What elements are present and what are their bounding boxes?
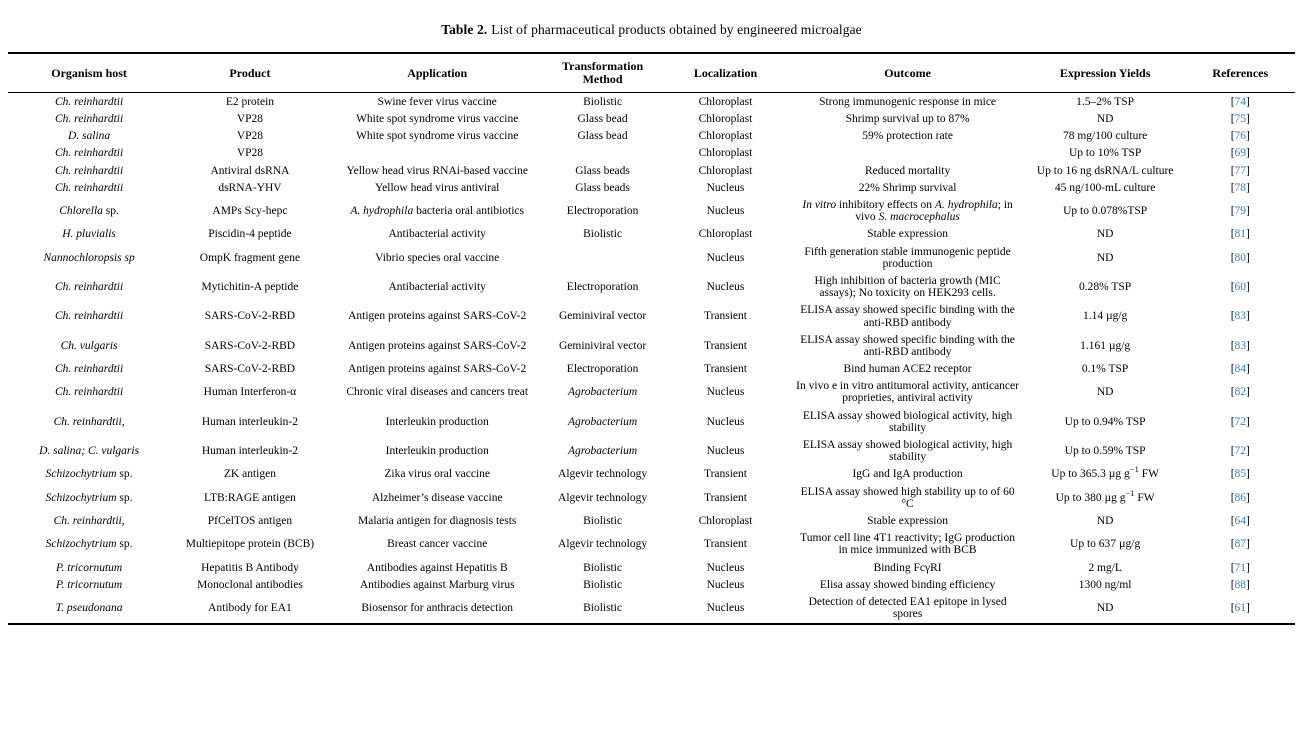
table-cell: Antibodies against Hepatitis B bbox=[366, 561, 508, 574]
table-cell: 22% Shrimp survival bbox=[858, 181, 957, 194]
table-cell: Up to 0.94% TSP bbox=[1064, 415, 1146, 428]
table-cell: Nucleus bbox=[706, 251, 745, 264]
reference-link[interactable]: 85 bbox=[1234, 468, 1247, 481]
table-cell: Ch. reinhardtii bbox=[55, 281, 124, 294]
table-cell: VP28 bbox=[236, 130, 264, 143]
table-cell: 0.1% TSP bbox=[1081, 363, 1129, 376]
table-cell: ND bbox=[1096, 251, 1114, 264]
reference-link[interactable]: 88 bbox=[1234, 578, 1247, 591]
table-cell: D. salina; C. vulgaris bbox=[39, 445, 140, 458]
table-cell: Bind human ACE2 receptor bbox=[843, 363, 972, 376]
table-cell: Fifth generation stable immunogenic peptide production bbox=[804, 245, 1011, 270]
table-cell: VP28 bbox=[236, 113, 264, 126]
table-cell: Chloroplast bbox=[698, 514, 753, 527]
table-cell: Glass beads bbox=[575, 181, 630, 194]
table-cell: Biolistic bbox=[583, 95, 623, 108]
table-cell: ND bbox=[1096, 113, 1114, 126]
reference-link[interactable]: 78 bbox=[1234, 181, 1247, 194]
table-cell: Strong immunogenic response in mice bbox=[819, 95, 997, 108]
reference-cell: [76] bbox=[1230, 130, 1250, 143]
table-cell: Nucleus bbox=[706, 445, 745, 458]
reference-link[interactable]: 84 bbox=[1234, 363, 1247, 376]
table-cell: Nucleus bbox=[706, 601, 745, 614]
table-row bbox=[8, 128, 1295, 145]
table-cell: 2 mg/L bbox=[1088, 561, 1122, 574]
column-header: References bbox=[1186, 53, 1295, 93]
table-cell: Detection of detected EA1 epitope in lysed spores bbox=[808, 595, 1007, 621]
table-cell: Ch. reinhardtii bbox=[55, 95, 124, 108]
table-cell: Chronic viral diseases and cancers treat bbox=[346, 386, 529, 399]
table-cell: A. hydrophila bacteria oral antibiotics bbox=[350, 205, 525, 218]
table-cell: Biolistic bbox=[583, 578, 623, 591]
table-cell: Chloroplast bbox=[698, 164, 753, 177]
table-cell: In vitro inhibitory effects on A. hydrophila; in vivo S. macrocephalus bbox=[802, 199, 1013, 224]
table-cell: P. tricornutum bbox=[55, 578, 123, 591]
table-cell: Up to 637 µg/g bbox=[1070, 538, 1141, 551]
table-cell: Glass beads bbox=[575, 164, 630, 177]
reference-link[interactable]: 71 bbox=[1234, 561, 1247, 574]
table-cell: 1.161 µg/g bbox=[1080, 339, 1131, 352]
table-cell bbox=[545, 243, 661, 272]
reference-cell: [87] bbox=[1230, 538, 1250, 551]
table-cell: Ch. vulgaris bbox=[60, 339, 118, 352]
table-cell: Glass bead bbox=[577, 130, 628, 143]
table-cell: ELISA assay showed specific binding with the anti-RBD antibody bbox=[800, 304, 1015, 329]
reference-cell: [72] bbox=[1230, 445, 1250, 458]
table-cell: SARS-CoV-2-RBD bbox=[204, 310, 296, 323]
table-row bbox=[8, 576, 1295, 593]
table-row bbox=[8, 145, 1295, 162]
table-cell: Schizochytrium sp. bbox=[45, 468, 133, 481]
table-cell: Mytichitin-A peptide bbox=[201, 281, 299, 294]
table-cell: T. pseudonana bbox=[55, 601, 123, 614]
reference-link[interactable]: 80 bbox=[1234, 251, 1247, 264]
table-row bbox=[8, 361, 1295, 378]
table-cell: ELISA assay showed specific binding with the anti-RBD antibody bbox=[800, 333, 1015, 358]
table-cell: Chloroplast bbox=[698, 130, 753, 143]
table-row bbox=[8, 512, 1295, 529]
table-cell: Biolistic bbox=[583, 601, 623, 614]
table-cell: 0.28% TSP bbox=[1079, 281, 1132, 294]
table-cell: Human Interferon-α bbox=[203, 386, 297, 399]
reference-link[interactable]: 61 bbox=[1234, 601, 1247, 614]
table-cell: Interleukin production bbox=[385, 445, 489, 458]
table-row bbox=[8, 243, 1295, 272]
table-cell: AMPs Scy-hepc bbox=[212, 205, 288, 218]
reference-link[interactable]: 60 bbox=[1234, 281, 1247, 294]
table-cell: Yellow head virus RNAi-based vaccine bbox=[346, 164, 528, 177]
table-cell: Antigen proteins against SARS-CoV-2 bbox=[348, 339, 527, 352]
table-cell bbox=[545, 145, 661, 162]
table-cell: Nucleus bbox=[706, 386, 745, 399]
table-cell: Ch. reinhardtii, bbox=[53, 514, 125, 527]
reference-cell: [69] bbox=[1230, 147, 1250, 160]
table-cell: Interleukin production bbox=[385, 415, 489, 428]
table-cell: Stable expression bbox=[867, 228, 948, 241]
table-cell: Geminiviral vector bbox=[558, 310, 647, 323]
table-cell: Ch. reinhardtii bbox=[55, 147, 124, 160]
table-cell: LTB:RAGE antigen bbox=[204, 491, 296, 504]
reference-cell: [86] bbox=[1230, 491, 1250, 504]
table-row bbox=[8, 272, 1295, 301]
reference-cell: [64] bbox=[1230, 514, 1250, 527]
table-cell: ELISA assay showed high stability up to of 60 °C bbox=[800, 485, 1015, 510]
table-cell: Antiviral dsRNA bbox=[210, 164, 290, 177]
table-cell: Antigen proteins against SARS-CoV-2 bbox=[348, 310, 527, 323]
table-cell: 1.5–2% TSP bbox=[1076, 95, 1135, 108]
table-cell: Human interleukin-2 bbox=[201, 445, 299, 458]
table-cell: Schizochytrium sp. bbox=[45, 491, 133, 504]
table-cell: VP28 bbox=[236, 147, 264, 160]
table-cell: Up to 0.078%TSP bbox=[1063, 205, 1148, 218]
table-cell: E2 protein bbox=[225, 95, 275, 108]
column-header: Expression Yields bbox=[1025, 53, 1186, 93]
column-header: Product bbox=[170, 53, 330, 93]
table-row bbox=[8, 93, 1295, 111]
table-cell: dsRNA-YHV bbox=[218, 181, 282, 194]
table-cell: ND bbox=[1096, 228, 1114, 241]
table-cell bbox=[790, 145, 1024, 162]
table-row bbox=[8, 111, 1295, 128]
table-row bbox=[8, 466, 1295, 483]
table-cell: Antigen proteins against SARS-CoV-2 bbox=[348, 363, 527, 376]
table-cell: ZK antigen bbox=[223, 468, 276, 481]
reference-cell: [85] bbox=[1230, 468, 1250, 481]
table-cell: Nucleus bbox=[706, 578, 745, 591]
reference-cell: [78] bbox=[1230, 181, 1250, 194]
reference-link[interactable]: 72 bbox=[1234, 415, 1247, 428]
table-cell: Tumor cell line 4T1 reactivity; IgG production in mice immunized with BCB bbox=[800, 532, 1015, 557]
table-cell bbox=[330, 145, 545, 162]
table-cell: Chloroplast bbox=[698, 147, 753, 160]
table-cell: Algevir technology bbox=[558, 491, 648, 504]
reference-link[interactable]: 81 bbox=[1234, 228, 1247, 241]
table-row bbox=[8, 483, 1295, 512]
table-cell: Elisa assay showed binding efficiency bbox=[819, 578, 996, 591]
reference-cell: [88] bbox=[1230, 578, 1250, 591]
table-cell: SARS-CoV-2-RBD bbox=[204, 339, 296, 352]
reference-cell: [80] bbox=[1230, 251, 1250, 264]
table-cell: Nucleus bbox=[706, 181, 745, 194]
table-cell: P. tricornutum bbox=[55, 561, 123, 574]
reference-cell: [79] bbox=[1230, 205, 1250, 218]
table-cell: Ch. reinhardtii bbox=[55, 310, 124, 323]
table-cell: ND bbox=[1096, 386, 1114, 399]
table-cell: High inhibition of bacteria growth (MIC assays); No toxicity on HEK293 cells. bbox=[814, 274, 1001, 300]
table-row bbox=[8, 437, 1295, 466]
table-cell: Biolistic bbox=[583, 561, 623, 574]
reference-link[interactable]: 82 bbox=[1234, 386, 1247, 399]
table-cell: Agrobacterium bbox=[567, 445, 638, 458]
table-cell: Swine fever virus vaccine bbox=[377, 95, 497, 108]
table-cell: Chloroplast bbox=[698, 228, 753, 241]
table-cell: Vibrio species oral vaccine bbox=[375, 251, 500, 264]
table-cell: Malaria antigen for diagnosis tests bbox=[357, 514, 517, 527]
table-cell: Schizochytrium sp. bbox=[45, 538, 133, 551]
table-cell: Yellow head virus antiviral bbox=[375, 181, 500, 194]
table-row bbox=[8, 331, 1295, 360]
table-cell: 1300 ng/ml bbox=[1078, 578, 1132, 591]
table-row bbox=[8, 302, 1295, 331]
table-cell: 78 mg/100 culture bbox=[1062, 130, 1148, 143]
table-cell: Up to 16 ng dsRNA/L culture bbox=[1036, 164, 1174, 177]
reference-link[interactable]: 83 bbox=[1234, 339, 1247, 352]
table-cell: Biolistic bbox=[583, 228, 623, 241]
table-cell: IgG and IgA production bbox=[852, 468, 963, 481]
table-cell: Antibacterial activity bbox=[388, 281, 486, 294]
table-row bbox=[8, 593, 1295, 623]
table-cell: Biosensor for anthracis detection bbox=[361, 601, 514, 614]
table-cell: Ch. reinhardtii, bbox=[53, 415, 125, 428]
table-cell: Transient bbox=[703, 363, 747, 376]
table-cell: Multiepitope protein (BCB) bbox=[185, 538, 315, 551]
reference-cell: [82] bbox=[1230, 386, 1250, 399]
table-cell: Alzheimer’s disease vaccine bbox=[371, 491, 503, 504]
table-cell: White spot syndrome virus vaccine bbox=[356, 130, 519, 143]
reference-cell: [81] bbox=[1230, 228, 1250, 241]
table-cell: Electroporation bbox=[566, 205, 639, 218]
table-cell: Nucleus bbox=[706, 415, 745, 428]
table-row bbox=[8, 197, 1295, 226]
table-cell: Chloroplast bbox=[698, 95, 753, 108]
table-cell: Antibody for EA1 bbox=[208, 601, 292, 614]
table-cell: Transient bbox=[703, 538, 747, 551]
table-cell: PfCelTOS antigen bbox=[207, 514, 293, 527]
table-cell: Chlorella sp. bbox=[59, 205, 119, 218]
table-cell: Ch. reinhardtii bbox=[55, 164, 124, 177]
reference-cell: [72] bbox=[1230, 415, 1250, 428]
table-cell: Stable expression bbox=[867, 514, 948, 527]
table-cell: In vivo e in vitro antitumoral activity, anticancer proprieties, antiviral activity bbox=[796, 380, 1019, 405]
table-cell: Chloroplast bbox=[698, 113, 753, 126]
table-cell: Biolistic bbox=[583, 514, 623, 527]
table-cell: White spot syndrome virus vaccine bbox=[356, 113, 519, 126]
table-cell: ELISA assay showed biological activity, high stability bbox=[802, 409, 1013, 434]
reference-cell: [84] bbox=[1230, 363, 1250, 376]
table-cell: Antibacterial activity bbox=[388, 228, 486, 241]
reference-link[interactable]: 87 bbox=[1234, 538, 1247, 551]
table-cell: Zika virus oral vaccine bbox=[384, 468, 491, 481]
table-row bbox=[8, 530, 1295, 559]
table-cell: Ch. reinhardtii bbox=[55, 363, 124, 376]
table-cell: Ch. reinhardtii bbox=[55, 113, 124, 126]
table-cell: Transient bbox=[703, 310, 747, 323]
reference-link[interactable]: 79 bbox=[1234, 205, 1247, 218]
reference-cell: [60] bbox=[1230, 281, 1250, 294]
table-cell: Piscidin-4 peptide bbox=[208, 228, 292, 241]
table-cell: Nucleus bbox=[706, 561, 745, 574]
table-cell: Transient bbox=[703, 339, 747, 352]
table-cell: ELISA assay showed biological activity, high stability bbox=[802, 439, 1013, 464]
reference-cell: [61] bbox=[1230, 601, 1250, 614]
reference-link[interactable]: 76 bbox=[1234, 130, 1247, 143]
reference-link[interactable]: 86 bbox=[1234, 491, 1247, 504]
table-row bbox=[8, 226, 1295, 243]
table-cell: Up to 10% TSP bbox=[1068, 147, 1142, 160]
table-cell: OmpK fragment gene bbox=[199, 251, 301, 264]
table-cell: Monoclonal antibodies bbox=[197, 578, 303, 591]
reference-cell: [83] bbox=[1230, 339, 1250, 352]
reference-cell: [77] bbox=[1230, 164, 1250, 177]
table-cell: Nucleus bbox=[706, 205, 745, 218]
table-cell: D. salina bbox=[67, 130, 111, 143]
table-cell: 45 ng/100-mL culture bbox=[1054, 181, 1156, 194]
table-row bbox=[8, 162, 1295, 179]
reference-cell: [75] bbox=[1230, 113, 1250, 126]
table-cell: Nannochloropsis sp bbox=[43, 251, 135, 264]
column-header: Localization bbox=[660, 53, 790, 93]
table-caption-label: Table 2. bbox=[441, 22, 488, 37]
table-cell: Transient bbox=[703, 468, 747, 481]
reference-link[interactable]: 74 bbox=[1234, 95, 1247, 108]
table-cell: Ch. reinhardtii bbox=[55, 181, 124, 194]
table-cell: ND bbox=[1096, 514, 1114, 527]
reference-link[interactable]: 69 bbox=[1234, 147, 1247, 160]
pharma-products-table bbox=[8, 52, 1295, 625]
table-cell: Up to 380 µg $g^{-1}$ FW bbox=[1055, 487, 1155, 504]
table-cell: Breast cancer vaccine bbox=[387, 538, 488, 551]
table-cell: ND bbox=[1096, 601, 1114, 614]
table-cell: Reduced mortality bbox=[864, 164, 951, 177]
table-caption bbox=[0, 22, 1303, 38]
reference-cell: [83] bbox=[1230, 310, 1250, 323]
table-cell: Shrimp survival up to 87% bbox=[845, 113, 970, 126]
table-cell: Antibodies against Marburg virus bbox=[359, 578, 515, 591]
reference-link[interactable]: 77 bbox=[1234, 164, 1247, 177]
table-cell: Algevir technology bbox=[558, 468, 648, 481]
reference-link[interactable]: 75 bbox=[1234, 113, 1247, 126]
table-cell: Hepatitis B Antibody bbox=[201, 561, 299, 574]
table-cell: Agrobacterium bbox=[567, 415, 638, 428]
table-cell: Binding FcγRI bbox=[873, 561, 942, 574]
table-caption-text: List of pharmaceutical products obtained by engineered microalgae bbox=[491, 22, 862, 37]
table-cell: Electroporation bbox=[566, 281, 639, 294]
table-cell: Electroporation bbox=[566, 363, 639, 376]
reference-link[interactable]: 64 bbox=[1234, 514, 1247, 527]
table-row bbox=[8, 179, 1295, 196]
reference-cell: [71] bbox=[1230, 561, 1250, 574]
column-header: Outcome bbox=[790, 53, 1024, 93]
table-cell: 1.14 µg/g bbox=[1082, 310, 1128, 323]
table-header-row bbox=[8, 53, 1295, 93]
reference-link[interactable]: 72 bbox=[1234, 445, 1247, 458]
column-header: Application bbox=[330, 53, 545, 93]
table-cell: Geminiviral vector bbox=[558, 339, 647, 352]
table-cell: Human interleukin-2 bbox=[201, 415, 299, 428]
table-cell: Nucleus bbox=[706, 281, 745, 294]
column-header: Organism host bbox=[8, 53, 170, 93]
table-row bbox=[8, 559, 1295, 576]
table-cell: Glass bead bbox=[577, 113, 628, 126]
table-cell: 59% protection rate bbox=[862, 130, 953, 143]
reference-cell: [74] bbox=[1230, 95, 1250, 108]
table-cell: Up to 365.3 µg $g^{-1}$ FW bbox=[1051, 464, 1159, 481]
table-cell: H. pluvialis bbox=[62, 228, 116, 241]
table-cell: SARS-CoV-2-RBD bbox=[204, 363, 296, 376]
table-cell: Ch. reinhardtii bbox=[55, 386, 124, 399]
table-cell: Transient bbox=[703, 491, 747, 504]
reference-link[interactable]: 83 bbox=[1234, 310, 1247, 323]
table-body bbox=[8, 93, 1295, 624]
column-header: Transformation Method bbox=[545, 53, 661, 93]
table-row bbox=[8, 407, 1295, 436]
table-cell: Agrobacterium bbox=[567, 386, 638, 399]
table-row bbox=[8, 378, 1295, 407]
table-cell: Up to 0.59% TSP bbox=[1064, 445, 1146, 458]
table-cell: Algevir technology bbox=[558, 538, 648, 551]
